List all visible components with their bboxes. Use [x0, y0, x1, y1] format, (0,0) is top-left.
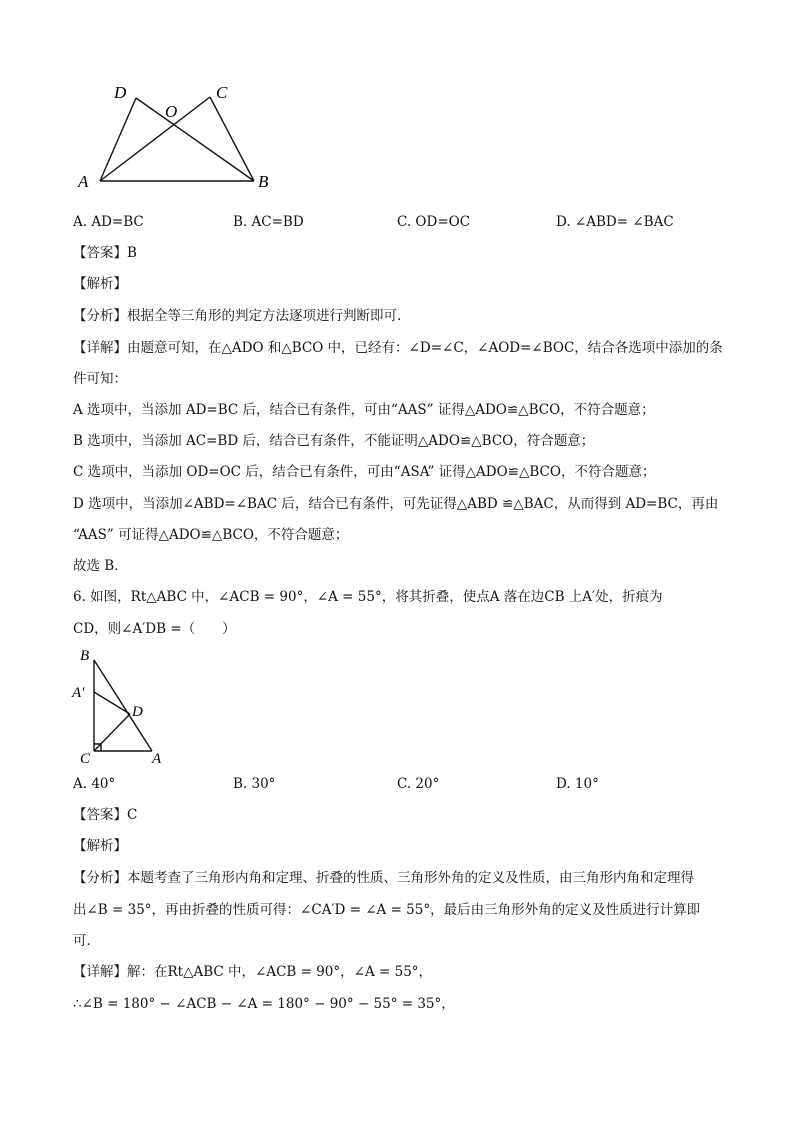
- q6-xiangjie-1: [73, 962, 432, 982]
- label-d: D: [114, 83, 127, 102]
- q5-option-b: B. AC=BD: [233, 214, 304, 230]
- xiangjie-tag: 【详解】: [73, 964, 127, 980]
- label-c: C: [80, 751, 91, 767]
- label-a-prime: A′: [72, 685, 85, 701]
- label-o: O: [165, 102, 178, 121]
- xiangjie-text: 由题意可知，在△ADO 和△BCO 中，已经有：∠D=∠C，∠AOD=∠BOC，结合各选项中添加的条: [127, 340, 723, 356]
- segment-ba: [94, 660, 152, 751]
- q5-fenxi: [73, 306, 401, 326]
- answer-tag: 【答案】: [73, 807, 127, 823]
- q6-xiangjie-2: ∴∠B = 180° − ∠ACB − ∠A = 180° − 90° − 55° = 35°，: [73, 996, 455, 1012]
- figure-2: [70, 644, 180, 768]
- q6-answer: [73, 805, 137, 825]
- q6-option-d: D. 10°: [556, 776, 599, 792]
- q6-analysis-tag: 【解析】: [73, 838, 127, 854]
- q5-conclusion: 故选 B．: [73, 558, 128, 574]
- fenxi-tag: 【分析】: [73, 308, 127, 324]
- xiangjie-text: 解：在Rt△ABC 中，∠ACB = 90°，∠A = 55°，: [127, 964, 433, 980]
- label-a: A: [78, 172, 89, 191]
- q6-option-b: B. 30°: [233, 776, 276, 792]
- q6-stem-1: 6. 如图，Rt△ABC 中，∠ACB = 90°，∠A = 55°，将其折叠，使点A 落在边CB 上A′处，折痕为: [73, 589, 663, 605]
- q5-option-a: A. AD=BC: [73, 214, 144, 230]
- fenxi-text: 根据全等三角形的判定方法逐项进行判断即可.: [127, 308, 402, 324]
- segment-bc: [210, 97, 254, 181]
- label-c: C: [216, 83, 228, 102]
- segment-a-prime-d: [94, 692, 130, 714]
- q6-stem-2: CD，则∠A′DB =（ ）: [73, 621, 236, 637]
- q5-line-a: A 选项中，当添加 AD=BC 后，结合已有条件，可由“AAS” 证得△ADO≌△BCO，不符合题意；: [73, 402, 655, 418]
- segment-ad: [100, 98, 136, 181]
- q5-option-c: C. OD=OC: [397, 214, 471, 230]
- answer-value: C: [127, 807, 138, 823]
- label-b: B: [258, 172, 269, 191]
- label-b: B: [80, 648, 90, 664]
- q5-xiangjie-2: 件可知：: [73, 371, 127, 387]
- fenxi-tag: 【分析】: [73, 870, 127, 886]
- label-a: A: [152, 751, 162, 767]
- q6-option-a: A. 40°: [73, 776, 116, 792]
- segment-cd: [94, 714, 130, 751]
- q6-option-c: C. 20°: [397, 776, 440, 792]
- q5-option-d: D. ∠ABD= ∠BAC: [556, 214, 674, 230]
- figure-1: [70, 78, 290, 198]
- q5-xiangjie-1: [73, 338, 723, 358]
- answer-value: B: [127, 245, 137, 261]
- q6-fenxi-3: 可．: [73, 933, 100, 949]
- xiangjie-tag: 【详解】: [73, 340, 127, 356]
- q6-fenxi-1: [73, 868, 694, 888]
- label-d: D: [132, 704, 143, 720]
- q5-line-d1: D 选项中，当添加∠ABD=∠BAC 后，结合已有条件，可先证得△ABD ≌△BAC，从而得到 AD=BC，再由: [73, 496, 719, 512]
- q5-line-d2: “AAS” 可证得△ADO≌△BCO，不符合题意；: [73, 527, 349, 543]
- q5-line-b: B 选项中，当添加 AC=BD 后，结合已有条件，不能证明△ADO≌△BCO，符合题意；: [73, 433, 595, 449]
- answer-tag: 【答案】: [73, 245, 127, 261]
- q5-answer: [73, 243, 137, 263]
- q5-line-c: C 选项中，当添加 OD=OC 后，结合已有条件，可由“ASA” 证得△ADO≌△BCO，不符合题意；: [73, 464, 656, 480]
- fenxi-text: 本题考查了三角形内角和定理、折叠的性质、三角形外角的定义及性质，由三角形内角和定理得: [127, 870, 694, 886]
- q6-fenxi-2: 出∠B = 35°，再由折叠的性质可得：∠CA′D = ∠A = 55°，最后由三角形外角的定义及性质进行计算即: [73, 902, 701, 918]
- q5-analysis-tag: 【解析】: [73, 276, 127, 292]
